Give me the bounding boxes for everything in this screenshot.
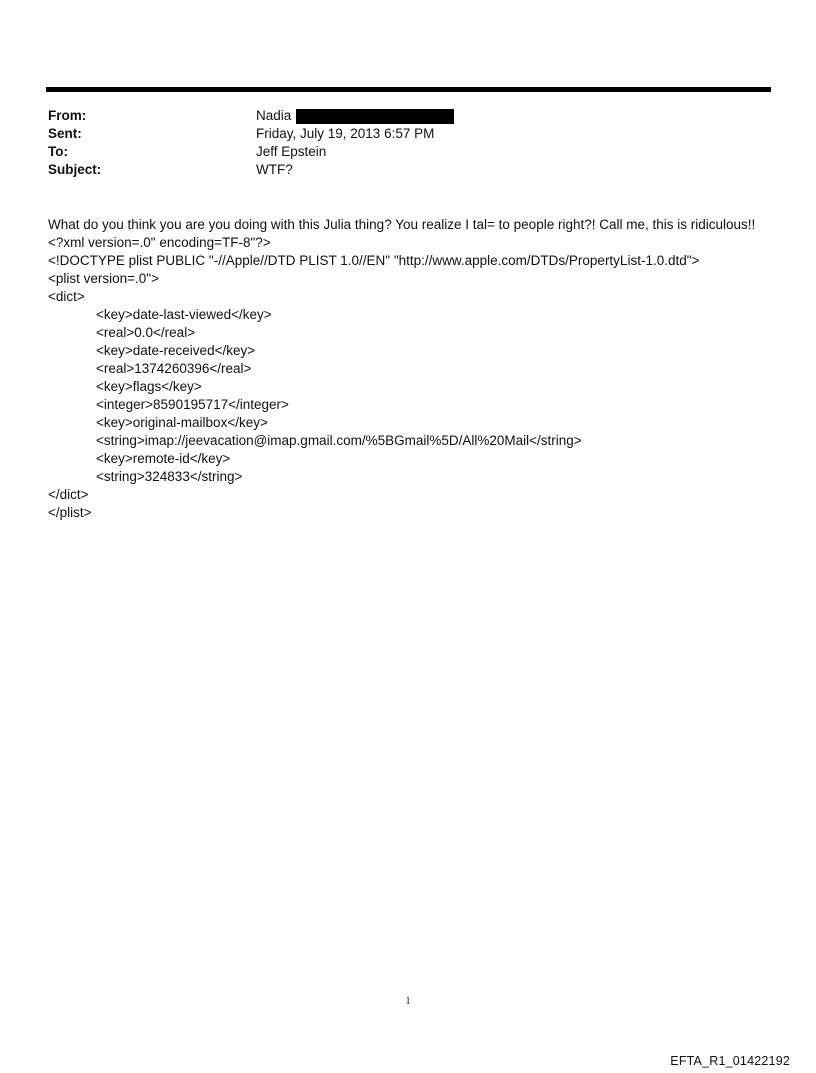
from-value: Nadia xyxy=(256,108,292,123)
sent-label: Sent: xyxy=(48,126,82,141)
from-label: From: xyxy=(48,108,87,123)
dict-entry-line: <key>date-last-viewed</key> xyxy=(96,307,272,322)
to-row xyxy=(48,143,748,161)
dict-entry-line: <real>1374260396</real> xyxy=(96,361,252,376)
dict-close-line: </dict> xyxy=(48,487,89,502)
dict-entry-line: <string>imap://jeevacation@imap.gmail.com/%5BGmail%5D/All%20Mail</string> xyxy=(96,433,582,448)
header-divider xyxy=(46,87,771,92)
dict-entry-line: <key>original-mailbox</key> xyxy=(96,415,268,430)
sent-row xyxy=(48,125,748,143)
dict-entry-line: <key>remote-id</key> xyxy=(96,451,231,466)
dict-entry-line: <key>date-received</key> xyxy=(96,343,256,358)
email-body xyxy=(48,216,788,522)
sent-value: Friday, July 19, 2013 6:57 PM xyxy=(256,126,435,141)
subject-row xyxy=(48,161,748,179)
dict-entry-line: <real>0.0</real> xyxy=(96,325,196,340)
dict-open-line: <dict> xyxy=(48,289,85,304)
to-label: To: xyxy=(48,144,68,159)
subject-label: Subject: xyxy=(48,162,102,177)
bates-number: EFTA_R1_01422192 xyxy=(670,1054,790,1068)
dict-entry-line: <key>flags</key> xyxy=(96,379,202,394)
subject-value: WTF? xyxy=(256,162,293,177)
dict-entry-line: <integer>8590195717</integer> xyxy=(96,397,289,412)
dict-entry-line: <string>324833</string> xyxy=(96,469,243,484)
page-number: 1 xyxy=(405,996,411,1007)
email-header xyxy=(48,107,748,179)
redaction-box xyxy=(296,109,454,124)
to-value: Jeff Epstein xyxy=(256,144,327,159)
plist-open-line: <plist version=.0"> xyxy=(48,271,159,286)
from-value-wrap xyxy=(256,107,454,125)
plist-close-line: </plist> xyxy=(48,505,92,520)
doctype-line: <!DOCTYPE plist PUBLIC "-//Apple//DTD PLIST 1.0//EN" "http://www.apple.com/DTDs/PropertyList-1.0.dtd"> xyxy=(48,253,700,268)
from-row xyxy=(48,107,748,125)
message-line: What do you think you are you doing with this Julia thing? You realize I tal= to people right?! Call me, this is ridiculous!! xyxy=(48,217,756,232)
xml-declaration-line: <?xml version=.0" encoding=TF-8"?> xyxy=(48,235,271,250)
